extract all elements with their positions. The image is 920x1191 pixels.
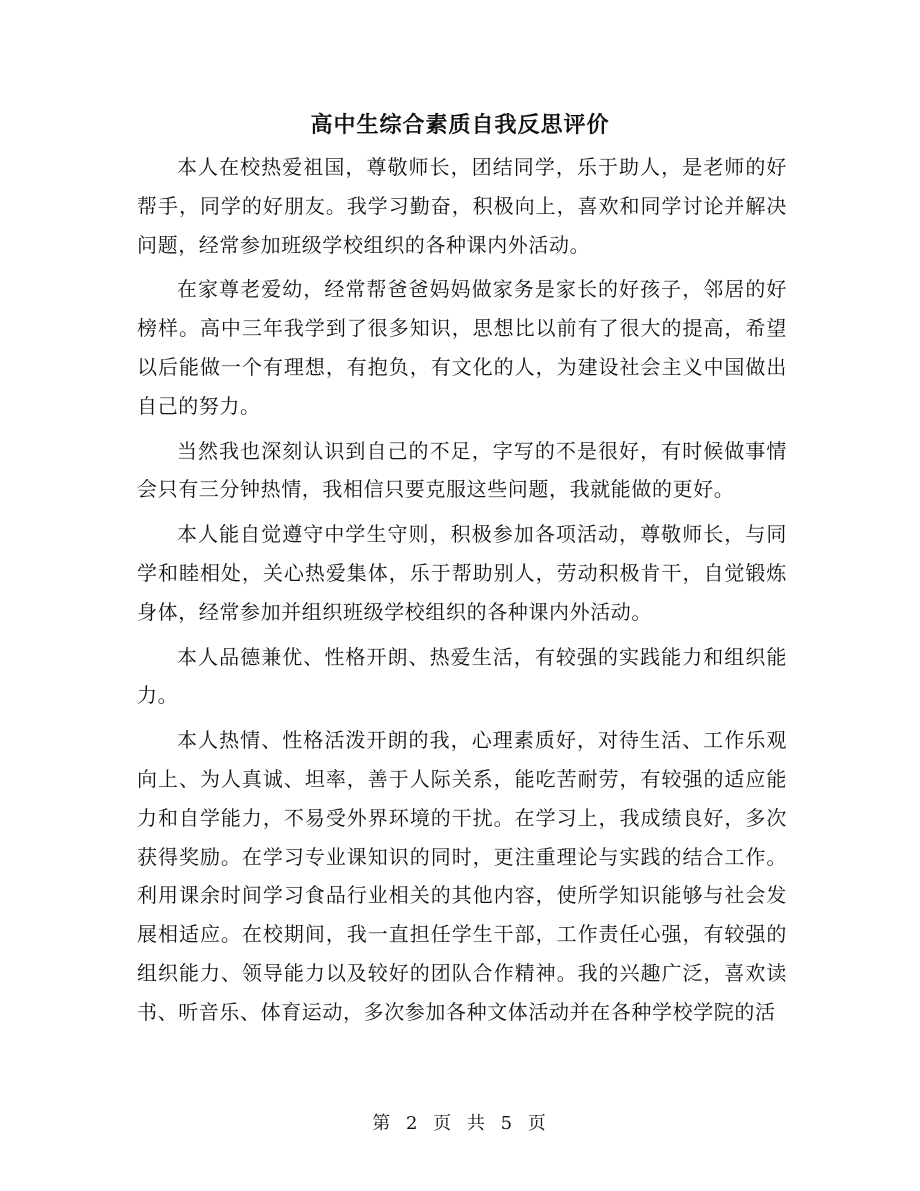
paragraph-6: 本人热情、性格活泼开朗的我，心理素质好，对待生活、工作乐观向上、为人真诚、坦率，善于人际关系，能吃苦耐劳，有较强的适应能力和自学能力，不易受外界环境的干扰。在学习上，我成绩良好，多次获得奖励。在学习专业课知识的同时，更注重理论与实践的结合工作。利用课余时间学习食品行业相关的其他内容，使所学知识能够与社会发展相适应。在校期间，我一直担任学生干部，工作责任心强，有较强的组织能力、领导能力以及较好的团队合作精神。我的兴趣广泛，喜欢读书、听音乐、体育运动，多次参加各种文体活动并在各种学校学院的活 bbox=[137, 728, 787, 1024]
paragraph-2: 在家尊老爱幼，经常帮爸爸妈妈做家务是家长的好孩子，邻居的好榜样。高中三年我学到了很多知识，思想比以前有了很大的提高，希望以后能做一个有理想，有抱负，有文化的人，为建设社会主义中国做出自己的努力。 bbox=[137, 277, 787, 418]
document-body bbox=[137, 148, 787, 1038]
paragraph-4: 本人能自觉遵守中学生守则，积极参加各项活动，尊敬师长，与同学和睦相处，关心热爱集体，乐于帮助别人，劳动积极肯干，自觉锻炼身体，经常参加并组织班级学校组织的各种课内外活动。 bbox=[137, 522, 787, 624]
paragraph-3: 当然我也深刻认识到自己的不足，字写的不是很好，有时候做事情会只有三分钟热情，我相信只要克服这些问题，我就能做的更好。 bbox=[137, 438, 787, 502]
document-title: 高中生综合素质自我反思评价 bbox=[310, 112, 610, 138]
paragraph-1: 本人在校热爱祖国，尊敬师长，团结同学，乐于助人，是老师的好帮手，同学的好朋友。我学习勤奋，积极向上，喜欢和同学讨论并解决问题，经常参加班级学校组织的各种课内外活动。 bbox=[137, 155, 787, 257]
paragraph-5: 本人品德兼优、性格开朗、热爱生活，有较强的实践能力和组织能力。 bbox=[137, 644, 787, 708]
page-number-footer: 第 2 页 共 5 页 bbox=[372, 1113, 548, 1134]
